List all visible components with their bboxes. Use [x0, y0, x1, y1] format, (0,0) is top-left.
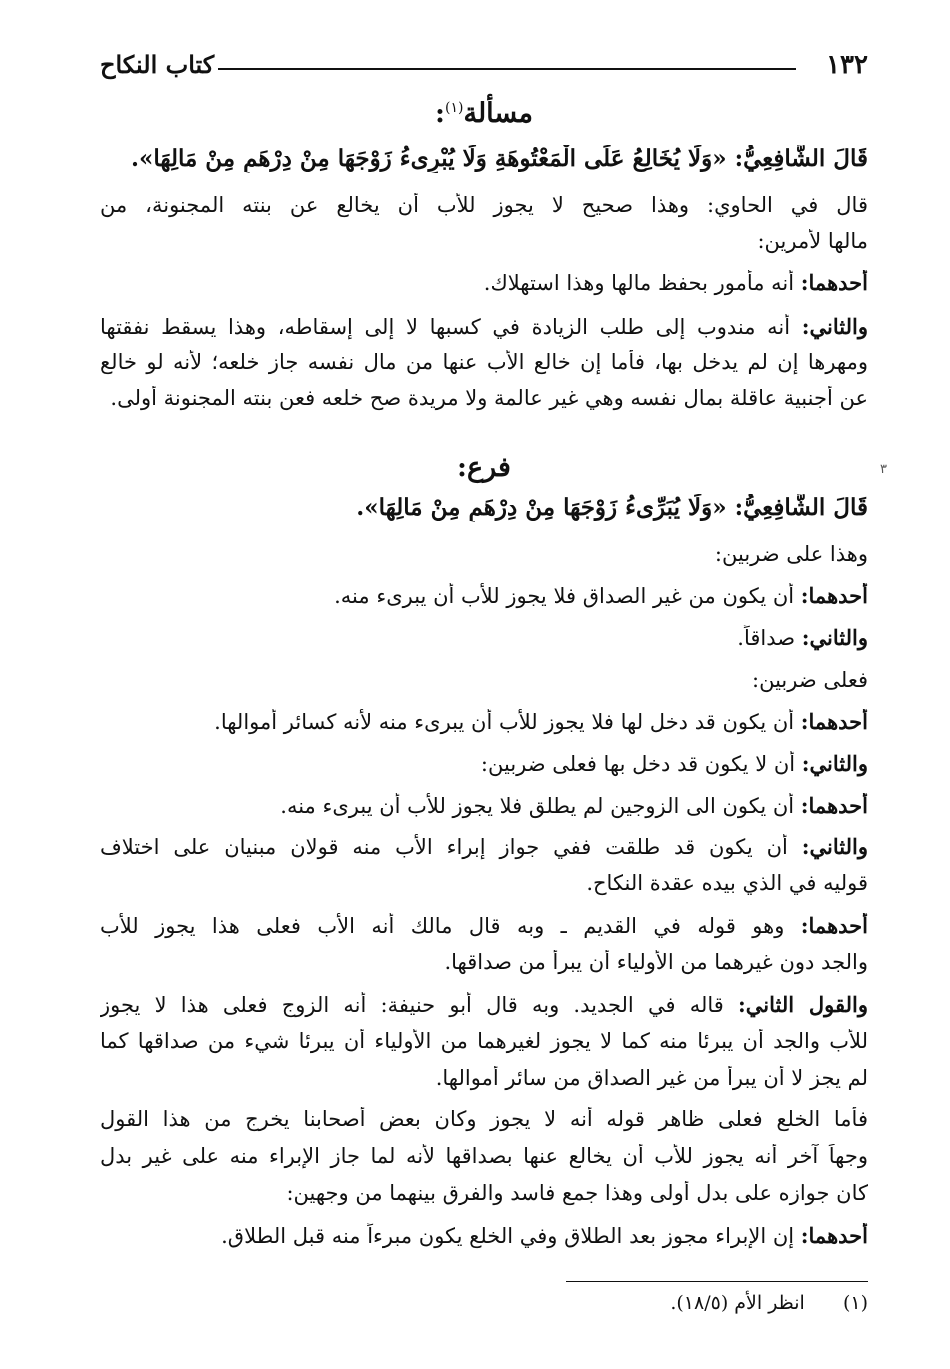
paragraph-line [100, 913, 868, 939]
paragraph-line: وجهاً آخر أنه يجوز للأب أن يخالع عنها بصداقها لأنه لما جاز الإبراء منه على غير بدل [100, 1144, 868, 1168]
paragraph-line: فعلى ضربين: [752, 668, 868, 692]
paragraph-line: قال في الحاوي: وهذا صحيح لا يجوز للأب أن يخالع عن بنته المجنونة، من [100, 193, 868, 217]
shafii-quote-2: قَالَ الشَّافِعِيُّ: «وَلَا يُبَرِّىءُ زَوْجَهَا مِنْ دِرْهَمٍ مِنْ مَالِهَا». [356, 494, 868, 521]
paragraph-line: مالها لأمرين: [757, 229, 868, 253]
paragraph-line [100, 751, 868, 777]
section-heading-far: فرع: [457, 452, 511, 483]
point-label: أحدهما: [800, 1223, 868, 1248]
paragraph-line [100, 583, 868, 609]
paragraph-line [100, 1223, 868, 1249]
point-label: والثاني: [801, 625, 868, 650]
footnote-number: (١) [842, 1292, 868, 1314]
point-text: أنه مندوب إلى طلب الزيادة في كسبها لا إلى إسقاطه، وهذا يسقط نفقتها [100, 315, 802, 339]
paragraph-line [100, 270, 868, 296]
point-text: أن يكون قد دخل لها فلا يجوز للأب أن يبرىء منه لأنه كسائر أموالها. [214, 710, 801, 734]
paragraph-line: ومهرها إن لم يدخل بها، فأما إن خالع الأب عنها من مال نفسه جاز خلعه؛ لأنه لو خالع [100, 350, 868, 374]
point-label: أحدهما: [800, 709, 868, 734]
point-text: أن يكون قد طلقت ففي جواز إبراء الأب منه قولان مبنيان على اختلاف [100, 835, 802, 859]
paragraph-line [100, 314, 868, 340]
paragraph-line [100, 992, 868, 1018]
page-number: ١٣٢ [826, 50, 868, 80]
paragraph-line [100, 793, 868, 819]
point-label: والثاني: [801, 314, 868, 339]
section-heading-masala [100, 98, 868, 129]
footnote-text: انظر الأم (١٨/٥). [670, 1292, 805, 1314]
paragraph-line: والجد دون غيرهما من الأولياء أن يبرأ من صداقها. [444, 950, 868, 974]
paragraph-line [100, 709, 868, 735]
paragraph-line [100, 625, 868, 651]
point-label: والثاني: [801, 751, 868, 776]
point-text: أن لا يكون قد دخل بها فعلى ضربين: [480, 752, 802, 776]
point-label: أحدهما: [800, 793, 868, 818]
paragraph-line: وهذا على ضربين: [714, 542, 868, 566]
paragraph-line [100, 834, 868, 860]
page-header [100, 48, 868, 88]
point-text: أن يكون من غير الصداق فلا يجوز للأب أن يبرىء منه. [334, 584, 801, 608]
shafii-quote-1: قَالَ الشَّافِعِيُّ: «وَلَا يُخَالِعُ عَلَى الْمَعْتُوهَةِ وَلَا يُبْرِىءُ زَوْجَهَا مِنْ دِرْهَمٍ مِنْ مَالِهَا». [130, 145, 868, 172]
paragraph-line: كان جوازه على بدل أولى وهذا جمع فاسد والفرق بينهما من وجهين: [286, 1181, 868, 1205]
point-label: أحدهما: [800, 913, 868, 938]
point-text: إن الإبراء مجوز بعد الطلاق وفي الخلع يكون مبرءاً منه قبل الطلاق. [221, 1224, 801, 1248]
heading-text: مسألة [463, 98, 533, 129]
paragraph-line: فأما الخلع فعلى ظاهر قوله أنه لا يجوز وكان بعض أصحابنا يخرج من هذا القول [100, 1107, 868, 1131]
header-rule [218, 68, 796, 70]
margin-mark: ٣ [880, 462, 887, 477]
point-label: أحدهما: [800, 583, 868, 608]
point-text: أنه مأمور بحفظ مالها وهذا استهلاك. [483, 271, 801, 295]
paragraph-line: قوليه في الذي بيده عقدة النكاح. [586, 871, 868, 895]
point-label: والقول الثاني: [738, 992, 868, 1017]
footnote-reference: (١) [445, 100, 464, 116]
point-label: والثاني: [801, 834, 868, 859]
point-text: أن يكون الى الزوجين لم يطلق فلا يجوز للأب أن يبرىء منه. [280, 794, 801, 818]
point-text: قاله في الجديد. وبه قال أبو حنيفة: أنه الزوج فعلى هذا لا يجوز [100, 993, 738, 1017]
footnote [100, 1292, 868, 1314]
footnote-rule [566, 1281, 868, 1282]
paragraph-line: لم يجز لا أن يبرأ من غير الصداق من سائر أموالها. [435, 1066, 868, 1090]
paragraph-line: عن أجنبية عاقلة بمال نفسه وهي غير عالمة ولا مريدة صح خلعه فعن بنته المجنونة أولى. [110, 386, 868, 410]
point-label: أحدهما: [800, 270, 868, 295]
point-text: وهو قوله في القديم ـ وبه قال مالك أنه الأب فعلى هذا يجوز للأب [100, 914, 801, 938]
heading-colon: : [435, 98, 445, 129]
paragraph-line: للأب والجد أن يبرئا منه كما لا يجوز لغيرهما من الأولياء أن يبرئا شيء من صداقها كما [100, 1029, 868, 1053]
point-text: صداقاً. [737, 626, 802, 650]
book-title: كتاب النكاح [100, 50, 215, 79]
